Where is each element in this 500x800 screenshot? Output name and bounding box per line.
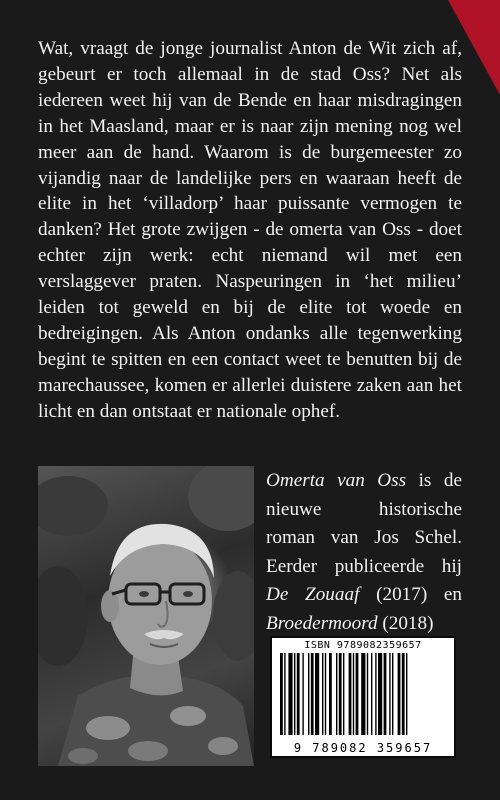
bio-text-3: (2018): [377, 612, 434, 634]
bio-text-1: is de nieuwe historische roman van Jos Schel. Eerder publiceerde hij: [266, 470, 462, 577]
isbn-label: ISBN 9789082359657: [304, 640, 422, 651]
barcode-bar: [349, 653, 352, 735]
barcode-bar: [315, 653, 319, 735]
barcode-bar: [336, 653, 337, 735]
author-bio: [266, 467, 462, 639]
barcode-bar: [325, 653, 326, 735]
barcode-bar: [297, 653, 300, 735]
barcode-bar: [284, 653, 285, 735]
barcode-bar: [311, 653, 314, 735]
barcode-bar: [389, 653, 390, 735]
book-title-zouaaf: De Zouaaf: [266, 584, 360, 606]
author-portrait-illustration: [38, 466, 254, 766]
barcode-bar: [322, 653, 323, 735]
barcode-bar: [356, 653, 359, 735]
barcode-bar: [288, 653, 292, 735]
book-title-broedermoord: Broedermoord: [266, 612, 378, 634]
barcode-bar: [392, 653, 393, 735]
barcode-bar: [406, 653, 407, 735]
barcode-bar: [343, 653, 344, 735]
barcode-bar: [361, 653, 365, 735]
barcode-bar: [375, 653, 376, 735]
isbn-barcode: [270, 636, 456, 758]
barcode-bar: [367, 653, 368, 735]
barcode-bar: [402, 653, 405, 735]
barcode-bar: [294, 653, 295, 735]
bio-text-2: (2017) en: [359, 584, 463, 606]
isbn-digits: 9 789082 359657: [293, 741, 433, 755]
book-title-omerta: Omerta van Oss: [266, 470, 407, 491]
author-photo: [38, 466, 254, 766]
barcode-bar: [371, 653, 372, 735]
barcode-bar: [280, 653, 283, 735]
barcode-bar: [308, 653, 309, 735]
barcode-bars: [280, 653, 446, 735]
back-cover-blurb: Wat, vraagt de jonge journalist Anton de Wit zich af, gebeurt er toch allemaal in de stad Oss? Net als iedereen weet hij van de Bende en haar misdragingen in het Maasland, maar er is naar zijn mening nog wel meer aan de hand. Waarom is de burgemeester zo vijandig naar de landelijke pers en waaraan heeft de elite in het ‘villadorp’ haar puissante vermogen te danken? Het grote zwijgen - de omerta van Oss - doet echter zijn werk: echt niemand wil met een verslaggever praten. Naspeuringen in ‘het milieu’ leiden tot geweld en bij de elite tot woede en bedreigingen. Als Anton ondanks alle tegenwerking begint te spitten en een contact weet te benutten bij de marechaussee, komen er allerlei duistere zaken aan het licht en dan ontstaat er nationale ophef.: [38, 38, 462, 422]
barcode-bar: [378, 653, 382, 735]
barcode-bar: [384, 653, 387, 735]
barcode-bar: [302, 653, 303, 735]
barcode-bar: [398, 653, 401, 735]
barcode-bar: [353, 653, 354, 735]
barcode-bar: [339, 653, 342, 735]
barcode-bar: [329, 653, 332, 735]
